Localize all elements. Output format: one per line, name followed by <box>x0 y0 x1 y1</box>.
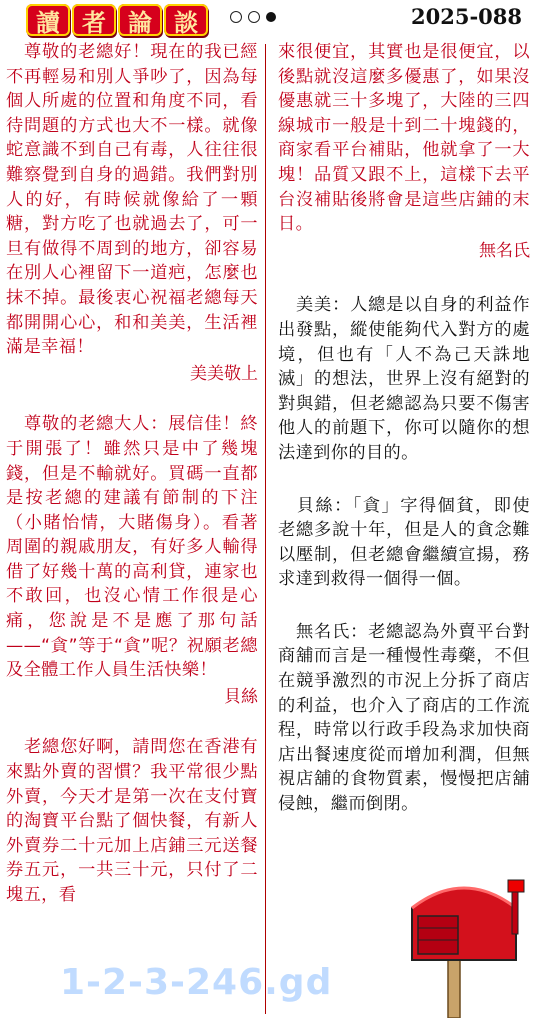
title-char: 談 <box>164 4 208 36</box>
left-column <box>6 40 258 910</box>
circle-filled-icon <box>266 12 276 22</box>
circle-outline-icon <box>248 11 260 23</box>
letter-signature: 無名氏 <box>479 240 530 261</box>
decorative-dots <box>230 11 276 23</box>
editor-reply: 貝絲：「貪」字得個貧，即使老總多說十年，但是人的貪念難以壓制，但老總會繼續宣揚，務求達到救得一個得一個。 <box>278 495 530 590</box>
right-column <box>278 40 530 819</box>
reader-letter: 尊敬的老總大人：展信佳！終于開張了！雖然只是中了幾塊錢，但是不輸就好。買碼一直都是按老總的建議有節制的下注（小賭怡情，大賭傷身）。看著周圍的親戚朋友，有好多人輸得借了好幾十萬的高利貸，連家也不敢回，也沒心情工作很是心痛，您說是不是應了那句話——“貪”等于“貪”呢？祝願老總及全體工作人員生活快樂！ <box>6 414 258 681</box>
circle-outline-icon <box>230 11 242 23</box>
title-char: 論 <box>118 4 162 36</box>
mailbox-icon <box>404 868 534 1018</box>
watermark: 1-2-3-246.gd <box>60 962 333 1003</box>
issue-number: 2025-088 <box>411 4 522 29</box>
title-char: 者 <box>72 4 116 36</box>
letter-signature: 貝絲 <box>224 686 258 707</box>
editor-reply: 美美：人總是以自身的利益作出發點，縱使能夠代入對方的處境，但也有「人不為己天誅地滅」的想法，世界上沒有絕對的對與錯，但老總認為只要不傷害他人的前題下，你可以隨你的想法達到你的目的。 <box>278 295 530 463</box>
title-char: 讀 <box>26 4 70 36</box>
editor-reply: 無名氏：老總認為外賣平台對商舖而言是一種慢性毒藥，不但在競爭激烈的市況上分拆了商店的利益，也介入了商店的工作流程，時常以行政手段為求加快商店出餐速度從而增加利潤，但無視店舖的食物質素，慢慢把店舖侵蝕，繼而倒閉。 <box>278 621 530 815</box>
column-divider <box>265 44 266 1014</box>
page-header <box>0 0 540 40</box>
reader-letter: 老總您好啊，請問您在香港有來點外賣的習慣？我平常很少點外賣，今天才是第一次在支付寶的淘寶平台點了個快餐，有新人外賣券二十元加上店鋪三元送餐券五元，一共三十元，只付了二塊五，看 <box>6 737 258 905</box>
reader-letter: 尊敬的老總好！現在的我已經不再輕易和別人爭吵了，因為每個人所處的位置和角度不同，看待問題的方式也大不一樣。就像蛇意識不到自己有毒，人往往很難察覺到自身的過錯。我們對別人的好，有時候就像給了一顆糖，對方吃了也就過去了，可一旦有做得不周到的地方，卻容易在別人心裡留下一道疤，怎麼也抹不掉。最後衷心祝福老總每天都開開心心，和和美美，生活裡滿是幸福！ <box>6 42 258 358</box>
letter-signature: 美美敬上 <box>190 363 258 384</box>
column-title <box>26 4 208 36</box>
reader-letter-continued: 來很便宜，其實也是很便宜，以後點就沒這麼多優惠了，如果沒優惠就三十多塊了，大陸的三四線城市一般是十到二十塊錢的，商家看平台補貼，他就拿了一大塊！品質又跟不上，這樣下去平台沒補貼後將會是這些店鋪的末日。 <box>278 42 530 235</box>
